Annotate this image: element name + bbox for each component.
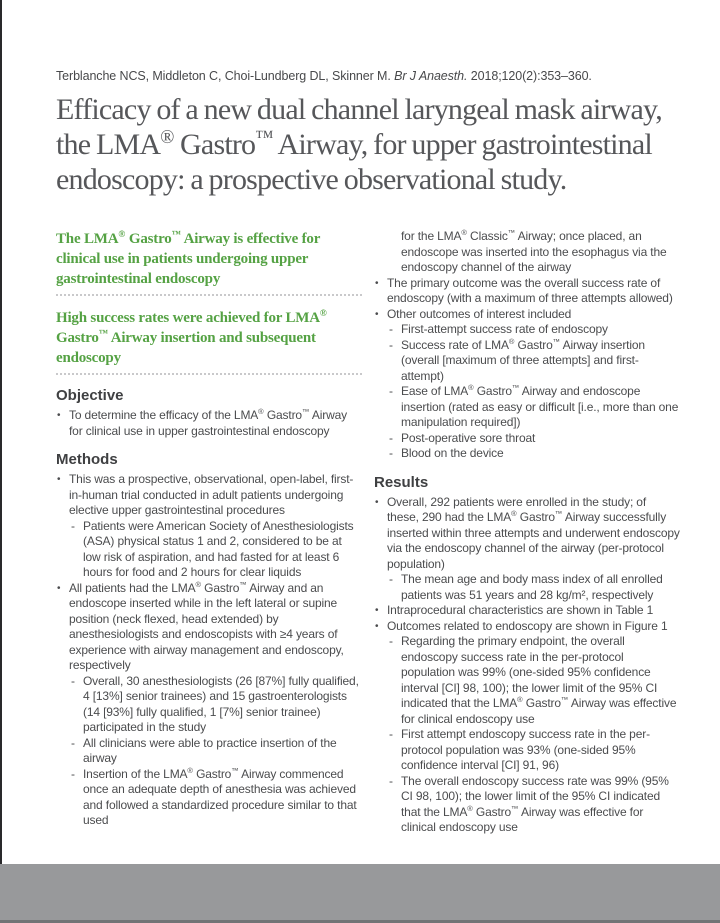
section-heading: Methods (56, 451, 118, 468)
dotted-divider (56, 372, 362, 375)
section-heading: Results (374, 473, 429, 491)
bullet-text: Post-operative sore throat (401, 430, 536, 445)
paper-summary-content (56, 0, 680, 836)
bottom-gray-band (0, 864, 720, 923)
bullet-text: Success rate of LMA® Gastro™ Airway insertion (overall [maximum of three attempts] and first-attempt) (401, 336, 645, 383)
bullet-item (56, 408, 362, 439)
bullet-item (374, 322, 680, 338)
bullet-text: Insertion of the LMA® Gastro™ Airway commenced once an adequate depth of anesthesia was achieved and followed a standardized procedure similar to that used (83, 765, 357, 827)
dash-marker: - (71, 766, 75, 781)
bullet-marker: • (375, 605, 379, 616)
citation-authors: Terblanche NCS, Middleton C, Choi-Lundberg DL, Skinner M. (56, 69, 391, 83)
dash-marker: - (389, 384, 393, 398)
bullet-marker: • (375, 277, 379, 289)
bullet-text: First-attempt success rate of endoscopy (401, 322, 608, 336)
bullet-text: Overall, 30 anesthesiologists (26 [87%] fully qualified, 4 [13%] senior trainees) and 15 gastroenterologists (14 [93%] fully qualified, 1 [7%] senior trainee) participated in the study (83, 673, 359, 734)
bullet-text: Other outcomes of interest included (387, 306, 572, 321)
bullet-item (56, 674, 362, 736)
bullet-text: Outcomes related to endoscopy are shown in Figure 1 (387, 618, 668, 633)
bullet-item (374, 619, 680, 635)
dash-marker: - (71, 735, 75, 750)
bullet-item (56, 767, 362, 829)
dash-marker: - (389, 727, 393, 741)
paper-title: Efficacy of a new dual channel laryngeal mask airway, the LMA® Gastro™ Airway, for upper gastrointestinal endoscopy: a prospective observational study. (56, 93, 662, 196)
bullet-text: for the LMA® Classic™ Airway; once placed, an endoscope was inserted into the esophagus via the endoscopy channel of the airway (401, 228, 667, 274)
bullet-text: The mean age and body mass index of all enrolled patients was 51 years and 28 kg/m², respectively (401, 572, 663, 602)
bullet-marker: • (375, 620, 379, 632)
bullet-marker: • (57, 474, 61, 485)
bullet-item (56, 581, 362, 674)
key-highlight: High success rates were achieved for LMA® Gastro™ Airway insertion and subsequent endoscopy (56, 309, 327, 366)
bullet-text: Blood on the device (401, 446, 504, 460)
right-column (374, 229, 680, 836)
two-column-layout (56, 229, 680, 836)
bullet-marker: • (57, 582, 61, 594)
dash-marker: - (389, 773, 393, 788)
bullet-text: First attempt endoscopy success rate in the per-protocol population was 93% (one-sided 95% confidence interval [CI] 91, 96) (401, 727, 650, 772)
dash-marker: - (389, 446, 393, 460)
citation-reference: 2018;120(2):353–360. (470, 69, 592, 83)
bullet-item (374, 307, 680, 323)
bullet-text: To determine the efficacy of the LMA® Gastro™ Airway for clinical use in upper gastrointestinal endoscopy (69, 407, 348, 438)
bullet-item (374, 572, 680, 603)
bullet-text: All clinicians were able to practice insertion of the airway (83, 735, 337, 765)
bullet-text: Patients were American Society of Anesthesiologists (ASA) physical status 1 and 2, considered to be at low risk of aspiration, and had fasted for at least 6 hours for food and 2 hours for clear liquids (83, 518, 354, 579)
bullet-item (56, 736, 362, 767)
bullet-text: Intraprocedural characteristics are shown in Table 1 (387, 603, 654, 617)
bullet-item (374, 446, 680, 462)
bullet-item (374, 384, 680, 431)
bullet-text: This was a prospective, observational, open-label, first-in-human trial conducted in adult patients undergoing elective upper gastrointestinal procedures (69, 472, 354, 517)
dash-marker: - (389, 322, 393, 336)
dash-marker: - (389, 430, 393, 445)
dotted-divider (56, 293, 362, 296)
bullet-item (56, 519, 362, 581)
bullet-text: The primary outcome was the overall success rate of endoscopy (with a maximum of three attempts allowed) (387, 275, 673, 305)
bullet-item (374, 495, 680, 573)
bullet-item (374, 634, 680, 727)
dash-marker: - (71, 518, 75, 533)
bullet-item (374, 774, 680, 836)
bullet-item (374, 727, 680, 774)
bullet-text: Overall, 292 patients were enrolled in the study; of these, 290 had the LMA® Gastro™ Airway successfully inserted within three attempts and underwent endoscopy via the endoscopy channel of the airway (per-protocol population) (387, 494, 680, 571)
citation (56, 68, 680, 84)
citation-journal: Br J Anaesth. (394, 69, 468, 83)
key-highlight: The LMA® Gastro™ Airway is effective for clinical use in patients undergoing upper gastrointestinal endoscopy (56, 230, 320, 287)
bullet-item (374, 276, 680, 307)
bullet-text: The overall endoscopy success rate was 99% (95% CI 98, 100); the lower limit of the 95% CI indicated that the LMA® Gastro™ Airway was effective for clinical endoscopy use (401, 773, 669, 834)
bullet-marker: • (375, 496, 379, 508)
bullet-item (374, 338, 680, 385)
left-border-line (0, 0, 2, 864)
bullet-item (374, 603, 680, 619)
dash-marker: - (389, 634, 393, 648)
bullet-text: Ease of LMA® Gastro™ Airway and endoscope insertion (rated as easy or difficult [i.e., more than one manipulation required]) (401, 383, 679, 429)
bullet-text: Regarding the primary endpoint, the overall endoscopy success rate in the per-protocol population was 99% (one-sided 95% confidence interval [CI] 98, 100); the lower limit of the 95% CI indicated that the LMA® Gastro™ Airway was effective for clinical endoscopy use (401, 634, 677, 726)
bullet-item (374, 431, 680, 447)
bullet-item (56, 472, 362, 519)
bullet-text: All patients had the LMA® Gastro™ Airway and an endoscope inserted while in the left lateral or supine position (neck flexed, head extended) by anesthesiologists and endoscopists with ≥4 years of experience with airway management and endoscopy, respectively (69, 579, 344, 672)
bullet-marker: • (57, 410, 61, 421)
dash-marker: - (389, 337, 393, 352)
dash-marker: - (389, 572, 393, 586)
left-column (56, 229, 362, 836)
dash-marker: - (71, 673, 75, 688)
section-heading: Objective (56, 387, 124, 404)
bullet-marker: • (375, 308, 379, 320)
continuation-text (374, 229, 680, 276)
